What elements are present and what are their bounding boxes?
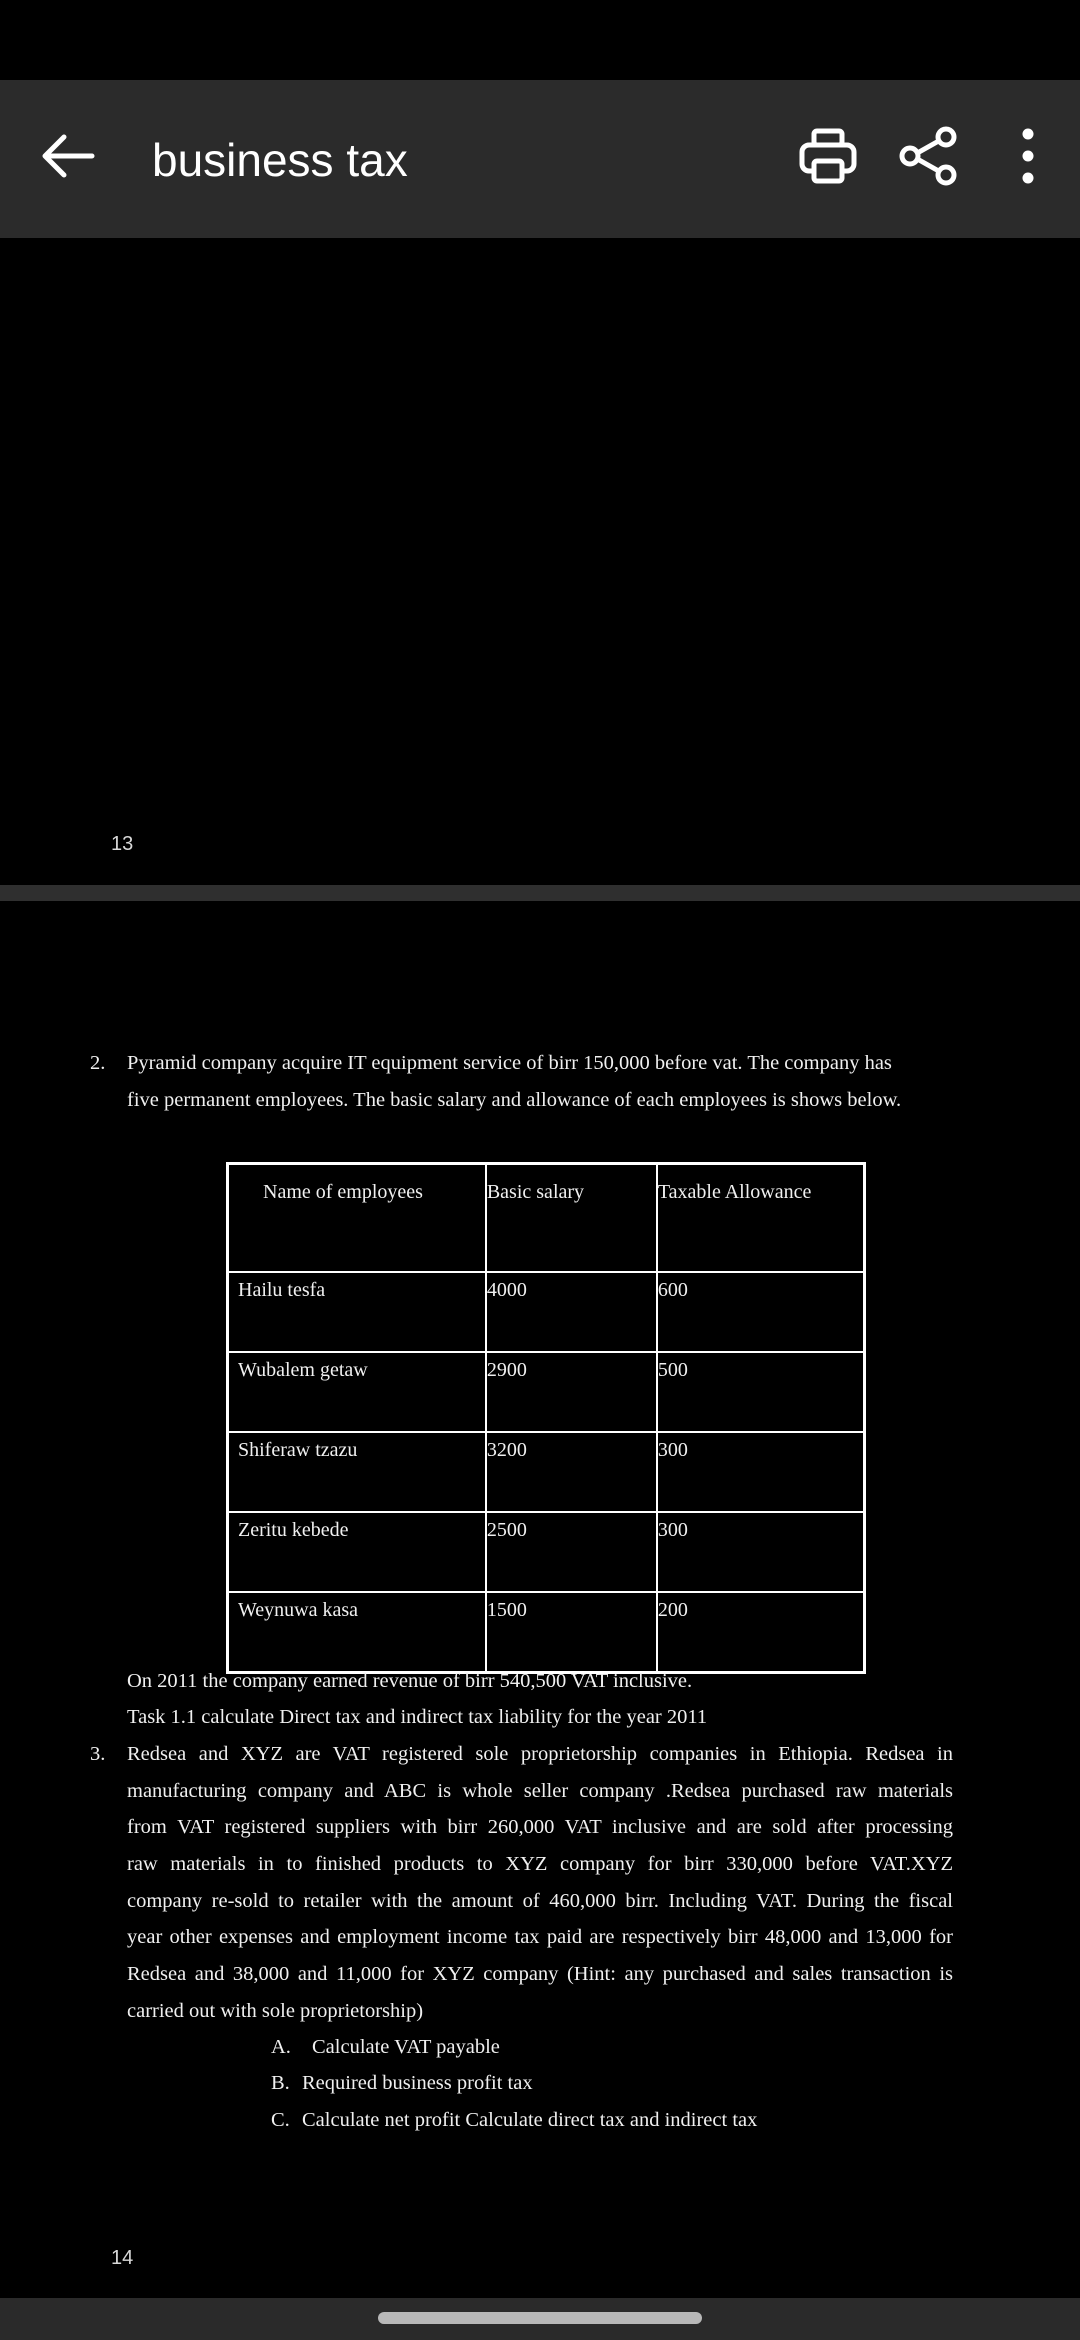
sub-item-a-label: A. [271, 2036, 291, 2058]
share-button[interactable] [896, 124, 960, 188]
employee-name: Hailu tesfa [228, 1272, 486, 1352]
task-note: Task 1.1 calculate Direct tax and indirect tax liability for the year 2011 [127, 1706, 708, 1728]
employee-table [226, 1162, 866, 1674]
question-3-line: Redsea and XYZ are VAT registered sole proprietorship companies in Ethiopia. Redsea in [127, 1743, 953, 1765]
question-3-line: year other expenses and employment income tax paid are respectively birr 48,000 and 13,000 for [127, 1926, 953, 1948]
employee-name: Shiferaw tzazu [228, 1432, 486, 1512]
sub-item-b-text: Required business profit tax [302, 2072, 533, 2094]
question-3-line: raw materials in to finished products to XYZ company for birr 330,000 before VAT.XYZ [127, 1853, 953, 1875]
table-row [228, 1272, 865, 1352]
basic-salary: 2500 [486, 1512, 657, 1592]
share-icon [896, 124, 960, 188]
taxable-allowance: 300 [657, 1432, 865, 1512]
table-header-row [228, 1164, 865, 1273]
taxable-allowance: 300 [657, 1512, 865, 1592]
taxable-allowance: 500 [657, 1352, 865, 1432]
sub-item-a-text: Calculate VAT payable [312, 2036, 500, 2058]
taxable-allowance: 600 [657, 1272, 865, 1352]
table-row [228, 1352, 865, 1432]
question-2-line: five permanent employees. The basic salary and allowance of each employees is shows below. [127, 1089, 902, 1111]
basic-salary: 4000 [486, 1272, 657, 1352]
revenue-note: On 2011 the company earned revenue of birr 540,500 VAT inclusive. [127, 1670, 693, 1692]
basic-salary: 3200 [486, 1432, 657, 1512]
question-3-line: carried out with sole proprietorship) [127, 2000, 424, 2022]
header-taxable-allowance: Taxable Allowance [657, 1164, 865, 1273]
employee-name: Weynuwa kasa [228, 1592, 486, 1673]
more-options-button[interactable] [1006, 124, 1050, 188]
app-bar [0, 80, 1080, 238]
question-3-number: 3. [90, 1743, 106, 1765]
home-indicator[interactable] [378, 2312, 702, 2324]
taxable-allowance: 200 [657, 1592, 865, 1673]
question-3-line: manufacturing company and ABC is whole seller company .Redsea purchased raw materials [127, 1780, 953, 1802]
table-row [228, 1512, 865, 1592]
table-row [228, 1592, 865, 1673]
basic-salary: 2900 [486, 1352, 657, 1432]
page-13-label: 13 [111, 833, 134, 855]
sub-item-c-text: Calculate net profit Calculate direct tax and indirect tax [302, 2109, 758, 2131]
employee-name: Zeritu kebede [228, 1512, 486, 1592]
question-2-number: 2. [90, 1052, 106, 1074]
back-button[interactable] [36, 124, 100, 188]
question-2-line: Pyramid company acquire IT equipment service of birr 150,000 before vat. The company has [127, 1052, 892, 1074]
sub-item-b-label: B. [271, 2072, 290, 2094]
print-icon [796, 124, 860, 188]
question-3-line: Redsea and 38,000 and 11,000 for XYZ company (Hint: any purchased and sales transaction is [127, 1963, 953, 1985]
print-button[interactable] [796, 124, 860, 188]
employee-name: Wubalem getaw [228, 1352, 486, 1432]
question-3-line: company re-sold to retailer with the amount of 460,000 birr. Including VAT. During the fiscal [127, 1890, 953, 1912]
back-arrow-icon [36, 124, 100, 188]
sub-item-c-label: C. [271, 2109, 290, 2131]
table-row [228, 1432, 865, 1512]
status-bar [0, 0, 1080, 80]
more-vert-icon [1006, 124, 1050, 188]
page-divider [0, 885, 1080, 901]
header-basic-salary: Basic salary [486, 1164, 657, 1273]
document-title: business tax [152, 134, 408, 186]
question-3-line: from VAT registered suppliers with birr 260,000 VAT inclusive and are sold after processing [127, 1816, 953, 1838]
header-name: Name of employees [228, 1164, 486, 1273]
basic-salary: 1500 [486, 1592, 657, 1673]
page-14-label: 14 [111, 2247, 134, 2269]
